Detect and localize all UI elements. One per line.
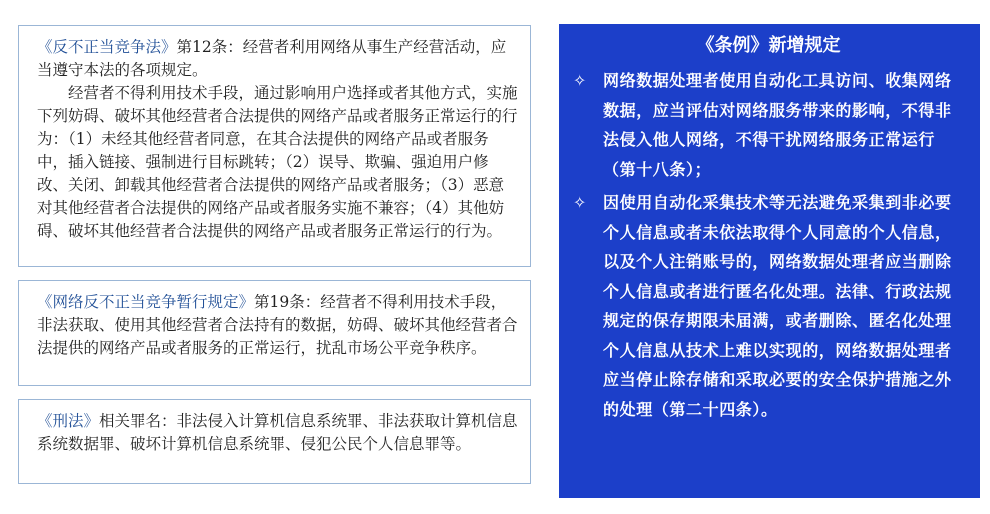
law-name: 《反不正当竞争法》 — [37, 38, 177, 56]
law-box-anti-unfair-competition — [18, 25, 531, 267]
article-text: 第19条：经营者不得利用技术手段，非法获取、使用其他经营者合法持有的数据，妨碍、破坏其他经营者合法提供的网络产品或者服务的正常运行，扰乱市场公平竞争秩序。 — [37, 293, 518, 357]
law-box-criminal-law — [18, 399, 531, 484]
panel-title: 《条例》新增规定 — [696, 35, 841, 56]
law-article — [37, 410, 518, 456]
rule-item-text: 网络数据处理者使用自动化工具访问、收集网络数据，应当评估对网络服务带来的影响，不得非法侵入他人网络，不得干扰网络服务正常运行（第十八条）； — [603, 71, 952, 179]
article-intro-text: 第12条：经营者利用网络从事生产经营活动，应当遵守本法的各项规定。 — [37, 38, 507, 79]
article-text: 相关罪名：非法侵入计算机信息系统罪、非法获取计算机信息系统数据罪、破坏计算机信息系统罪、侵犯公民个人信息罪等。 — [37, 412, 518, 453]
law-article — [37, 291, 518, 360]
law-box-network-interim-provisions — [18, 280, 531, 386]
diamond-bullet-icon: ✧ — [573, 193, 587, 212]
law-name: 《刑法》 — [37, 412, 100, 430]
rule-item — [573, 66, 964, 184]
diamond-bullet-icon: ✧ — [573, 71, 587, 90]
article-body-text: 经营者不得利用技术手段，通过影响用户选择或者其他方式，实施下列妨碍、破坏其他经营者合法提供的网络产品或者服务正常运行的行为：（1）未经其他经营者同意，在其合法提供的网络产品或者服务中，插入链接、强制进行目标跳转；（2）误导、欺骗、强迫用户修改、关闭、卸载其他经营者合法提供的网络产品或者服务；（3）恶意对其他经营者合法提供的网络产品或者服务实施不兼容；（4）其他妨碍、破坏其他经营者合法提供的网络产品或者服务正常运行的行为。 — [37, 84, 518, 240]
law-name: 《网络反不正当竞争暂行规定》 — [37, 293, 255, 311]
law-article-intro — [37, 36, 518, 82]
regulation-new-rules-panel — [559, 24, 980, 498]
rule-item-text: 因使用自动化采集技术等无法避免采集到非必要个人信息或者未依法取得个人同意的个人信息，以及个人注销账号的，网络数据处理者应当删除个人信息或者进行匿名化处理。法律、行政法规规定的保存期限未届满，或者删除、匿名化处理个人信息从技术上难以实现的，网络数据处理者应当停止除存储和采取必要的安全保护措施之外的处理（第二十四条）。 — [603, 193, 952, 419]
rule-item — [573, 188, 964, 424]
